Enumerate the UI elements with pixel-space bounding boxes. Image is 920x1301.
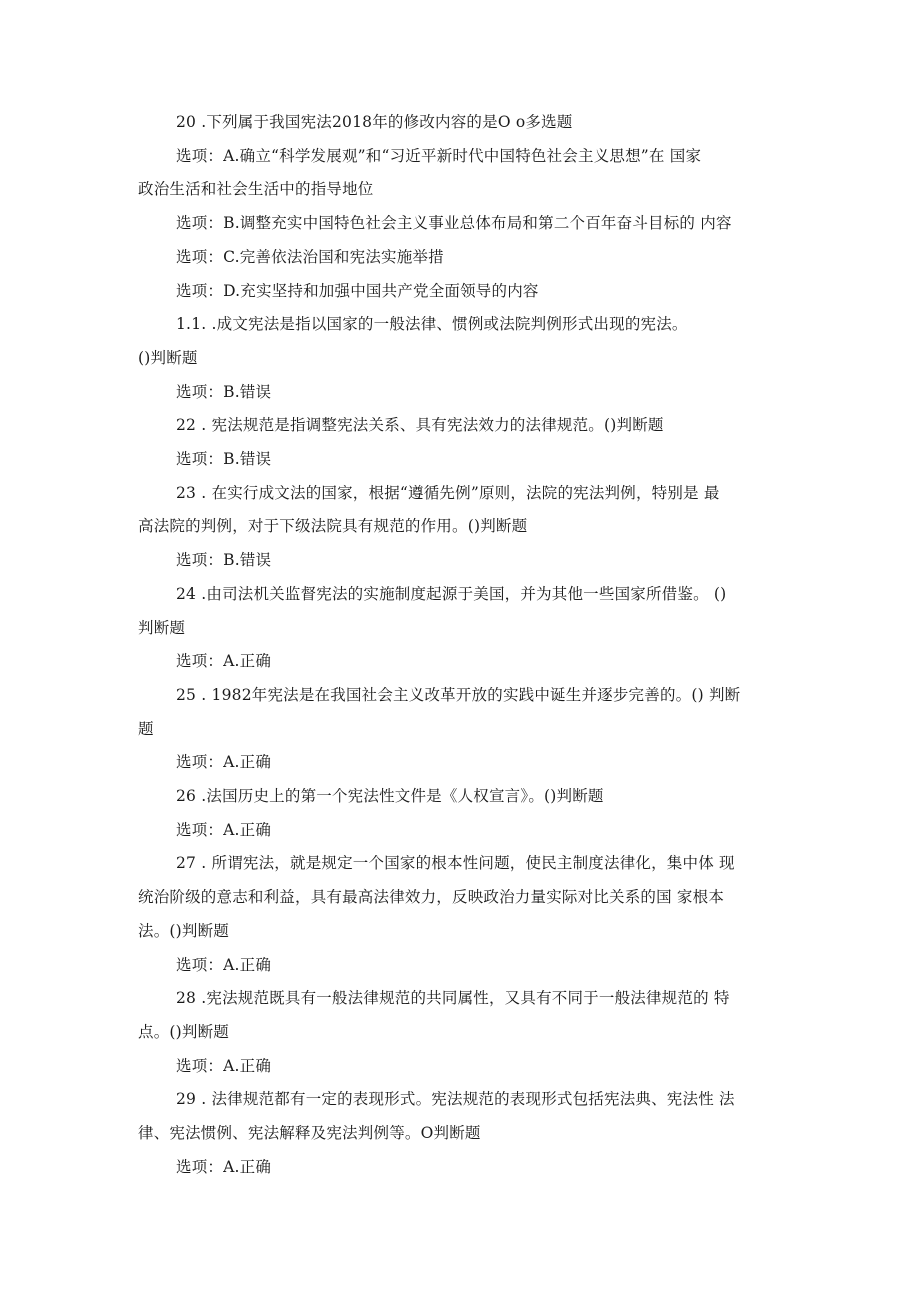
question-22-answer: 选项：B.错误	[176, 450, 272, 469]
question-21-text: 1.1. .成文宪法是指以国家的一般法律、惯例或法院判例形式出现的宪法。	[176, 315, 688, 334]
question-26-text: 26 .法国历史上的第一个宪法性文件是《人权宣言》。()判断题	[176, 787, 604, 806]
question-29-text: 29 . 法律规范都有一定的表现形式。宪法规范的表现形式包括宪法典、宪法性 法	[176, 1090, 735, 1109]
question-23-text-cont: 高法院的判例，对于下级法院具有规范的作用。()判断题	[138, 517, 528, 536]
question-28-answer: 选项：A.正确	[176, 1056, 272, 1075]
question-24-text: 24 .由司法机关监督宪法的实施制度起源于美国，并为其他一些国家所借鉴。 ()	[176, 584, 727, 603]
question-27-answer: 选项：A.正确	[176, 955, 272, 974]
question-21-text-cont: ()判断题	[138, 348, 198, 367]
question-24-answer: 选项：A.正确	[176, 652, 272, 671]
question-24-text-cont: 判断题	[138, 618, 186, 637]
question-25-text: 25 . 1982年宪法是在我国社会主义改革开放的实践中诞生并逐步完善的。() 判断	[176, 685, 741, 704]
question-20-option-c: 选项：C.完善依法治国和宪法实施举措	[176, 247, 444, 266]
question-23-answer: 选项：B.错误	[176, 551, 272, 570]
question-25-answer: 选项：A.正确	[176, 753, 272, 772]
question-20-option-d: 选项：D.充实坚持和加强中国共产党全面领导的内容	[176, 281, 539, 300]
question-29-answer: 选项：A.正确	[176, 1157, 272, 1176]
question-21-answer: 选项：B.错误	[176, 382, 272, 401]
question-20-option-b: 选项：B.调整充实中国特色社会主义事业总体布局和第二个百年奋斗目标的 内容	[176, 214, 732, 233]
question-28-text-cont: 点。()判断题	[138, 1022, 229, 1041]
question-28-text: 28 .宪法规范既具有一般法律规范的共同属性，又具有不同于一般法律规范的 特	[176, 989, 730, 1008]
question-25-text-cont: 题	[138, 719, 154, 738]
question-27-text-cont-2: 法。()判断题	[138, 921, 229, 940]
question-20-option-a: 选项：A.确立“科学发展观”和“习近平新时代中国特色社会主义思想”在 国家	[176, 146, 702, 165]
question-20-option-a-cont: 政治生活和社会生活中的指导地位	[138, 180, 374, 199]
question-27-text: 27 . 所谓宪法，就是规定一个国家的根本性问题，使民主制度法律化，集中体 现	[176, 854, 735, 873]
question-29-text-cont: 律、宪法惯例、宪法解释及宪法判例等。O判断题	[138, 1124, 481, 1143]
question-22-text: 22 . 宪法规范是指调整宪法关系、具有宪法效力的法律规范。()判断题	[176, 416, 664, 435]
question-20-text: 20 .下列属于我国宪法2018年的修改内容的是O o多选题	[176, 113, 573, 131]
question-26-answer: 选项：A.正确	[176, 820, 272, 839]
question-23-text: 23 . 在实行成文法的国家，根据“遵循先例”原则，法院的宪法判例，特别是 最	[176, 483, 720, 502]
document-body	[138, 106, 784, 1185]
question-27-text-cont: 统治阶级的意志和利益，具有最高法律效力，反映政治力量实际对比关系的国 家根本	[138, 888, 725, 907]
